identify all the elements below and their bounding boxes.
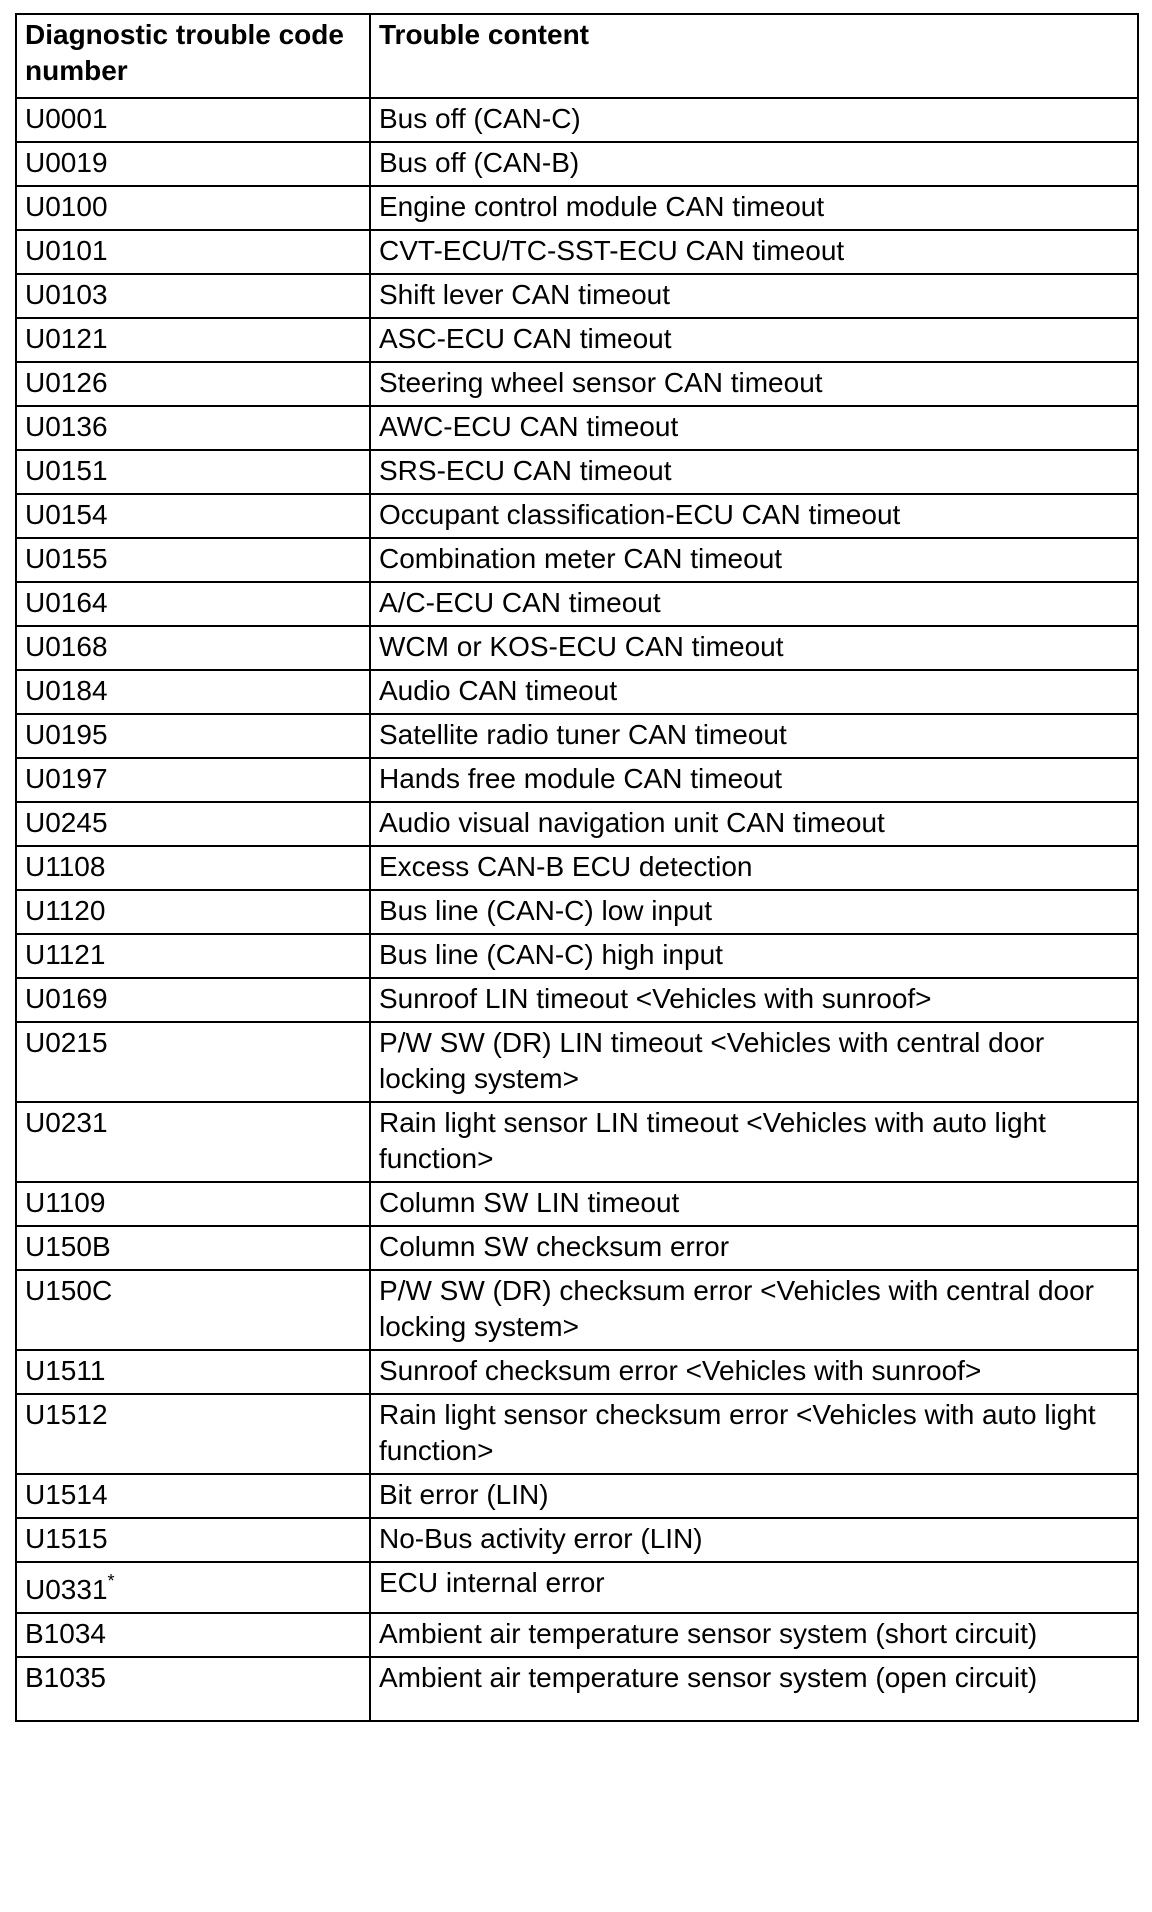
- trouble-content-cell: Audio visual navigation unit CAN timeout: [370, 802, 1138, 846]
- dtc-code: U1514: [25, 1479, 108, 1510]
- dtc-code: U0151: [25, 455, 108, 486]
- dtc-code: U0245: [25, 807, 108, 838]
- trouble-content-cell: Column SW checksum error: [370, 1226, 1138, 1270]
- dtc-code-cell: [16, 1474, 370, 1518]
- header-row: [16, 14, 1138, 98]
- table-row: [16, 1102, 1138, 1182]
- dtc-code: U0154: [25, 499, 108, 530]
- table-row: [16, 802, 1138, 846]
- dtc-code: U0169: [25, 983, 108, 1014]
- dtc-code-cell: [16, 494, 370, 538]
- table-row: [16, 846, 1138, 890]
- dtc-code-cell: [16, 758, 370, 802]
- trouble-content-cell: Bus line (CAN-C) high input: [370, 934, 1138, 978]
- table-row: [16, 1562, 1138, 1613]
- trouble-content-cell: Ambient air temperature sensor system (open circuit): [370, 1657, 1138, 1721]
- dtc-code-cell: [16, 1562, 370, 1613]
- dtc-code-cell: [16, 230, 370, 274]
- dtc-code-cell: [16, 98, 370, 142]
- dtc-code-cell: [16, 714, 370, 758]
- dtc-table: [15, 13, 1139, 1722]
- table-row: [16, 978, 1138, 1022]
- dtc-code-cell: [16, 670, 370, 714]
- dtc-code: U0136: [25, 411, 108, 442]
- dtc-code-cell: [16, 934, 370, 978]
- dtc-code: U0001: [25, 103, 108, 134]
- table-row: [16, 934, 1138, 978]
- dtc-code: U0164: [25, 587, 108, 618]
- table-row: [16, 142, 1138, 186]
- dtc-code-cell: [16, 1102, 370, 1182]
- table-row: [16, 494, 1138, 538]
- dtc-code-cell: [16, 186, 370, 230]
- trouble-content-cell: Bit error (LIN): [370, 1474, 1138, 1518]
- dtc-code: U0101: [25, 235, 108, 266]
- dtc-code-cell: [16, 846, 370, 890]
- table-row: [16, 714, 1138, 758]
- dtc-code: U150B: [25, 1231, 111, 1262]
- dtc-code: U0331: [25, 1574, 108, 1605]
- dtc-code: U0215: [25, 1027, 108, 1058]
- table-row: [16, 1226, 1138, 1270]
- dtc-code-cell: [16, 978, 370, 1022]
- dtc-code: U0168: [25, 631, 108, 662]
- dtc-code: B1035: [25, 1662, 106, 1693]
- trouble-content-cell: Occupant classification-ECU CAN timeout: [370, 494, 1138, 538]
- dtc-code: U1120: [25, 895, 106, 926]
- dtc-code-cell: [16, 890, 370, 934]
- dtc-code-cell: [16, 1182, 370, 1226]
- table-row: [16, 1518, 1138, 1562]
- trouble-content-cell: Shift lever CAN timeout: [370, 274, 1138, 318]
- trouble-content-cell: Engine control module CAN timeout: [370, 186, 1138, 230]
- table-row: [16, 1657, 1138, 1721]
- trouble-content-cell: ECU internal error: [370, 1562, 1138, 1613]
- trouble-content-cell: SRS-ECU CAN timeout: [370, 450, 1138, 494]
- trouble-content-cell: Bus off (CAN-C): [370, 98, 1138, 142]
- dtc-code: U1109: [25, 1187, 106, 1218]
- header-content: Trouble content: [370, 14, 1138, 98]
- table-row: [16, 1350, 1138, 1394]
- trouble-content-cell: Sunroof LIN timeout <Vehicles with sunroof>: [370, 978, 1138, 1022]
- table-row: [16, 186, 1138, 230]
- dtc-code-cell: [16, 1518, 370, 1562]
- trouble-content-cell: Bus off (CAN-B): [370, 142, 1138, 186]
- table-row: [16, 406, 1138, 450]
- dtc-code: U0231: [25, 1107, 108, 1138]
- dtc-code-cell: [16, 1270, 370, 1350]
- trouble-content-cell: Rain light sensor LIN timeout <Vehicles with auto light function>: [370, 1102, 1138, 1182]
- dtc-code-cell: [16, 1657, 370, 1721]
- dtc-code-cell: [16, 1226, 370, 1270]
- trouble-content-cell: P/W SW (DR) LIN timeout <Vehicles with central door locking system>: [370, 1022, 1138, 1102]
- trouble-content-cell: Ambient air temperature sensor system (short circuit): [370, 1613, 1138, 1657]
- trouble-content-cell: No-Bus activity error (LIN): [370, 1518, 1138, 1562]
- trouble-content-cell: Hands free module CAN timeout: [370, 758, 1138, 802]
- table-row: [16, 1394, 1138, 1474]
- trouble-content-cell: CVT-ECU/TC-SST-ECU CAN timeout: [370, 230, 1138, 274]
- dtc-code: U0121: [25, 323, 108, 354]
- table-row: [16, 626, 1138, 670]
- dtc-code-cell: [16, 362, 370, 406]
- dtc-code-cell: [16, 1022, 370, 1102]
- dtc-code: U150C: [25, 1275, 113, 1306]
- dtc-code: U0197: [25, 763, 108, 794]
- dtc-code: U0126: [25, 367, 108, 398]
- dtc-code: U1108: [25, 851, 106, 882]
- table-row: [16, 582, 1138, 626]
- table-row: [16, 318, 1138, 362]
- trouble-content-cell: Combination meter CAN timeout: [370, 538, 1138, 582]
- dtc-code: U0184: [25, 675, 108, 706]
- trouble-content-cell: Audio CAN timeout: [370, 670, 1138, 714]
- table-row: [16, 230, 1138, 274]
- trouble-content-cell: WCM or KOS-ECU CAN timeout: [370, 626, 1138, 670]
- trouble-content-cell: P/W SW (DR) checksum error <Vehicles with central door locking system>: [370, 1270, 1138, 1350]
- table-row: [16, 1270, 1138, 1350]
- table-row: [16, 98, 1138, 142]
- dtc-code: U1515: [25, 1523, 108, 1554]
- dtc-code-cell: [16, 1613, 370, 1657]
- dtc-code: U0019: [25, 147, 108, 178]
- dtc-code: U0103: [25, 279, 108, 310]
- dtc-code-cell: [16, 318, 370, 362]
- dtc-code-cell: [16, 142, 370, 186]
- dtc-code-cell: [16, 450, 370, 494]
- table-row: [16, 890, 1138, 934]
- table-row: [16, 758, 1138, 802]
- table-row: [16, 538, 1138, 582]
- footnote-mark: *: [107, 1571, 115, 1591]
- dtc-code-cell: [16, 538, 370, 582]
- trouble-content-cell: A/C-ECU CAN timeout: [370, 582, 1138, 626]
- trouble-content-cell: Steering wheel sensor CAN timeout: [370, 362, 1138, 406]
- table-row: [16, 274, 1138, 318]
- dtc-code: U0100: [25, 191, 108, 222]
- table-body: [16, 98, 1138, 1721]
- trouble-content-cell: Sunroof checksum error <Vehicles with sunroof>: [370, 1350, 1138, 1394]
- table-row: [16, 450, 1138, 494]
- dtc-code-cell: [16, 274, 370, 318]
- trouble-content-cell: Column SW LIN timeout: [370, 1182, 1138, 1226]
- dtc-code-cell: [16, 582, 370, 626]
- dtc-code: B1034: [25, 1618, 106, 1649]
- dtc-code: U0155: [25, 543, 108, 574]
- table-row: [16, 1474, 1138, 1518]
- header-code: Diagnostic trouble code number: [16, 14, 370, 98]
- dtc-code-cell: [16, 626, 370, 670]
- trouble-content-cell: Rain light sensor checksum error <Vehicles with auto light function>: [370, 1394, 1138, 1474]
- dtc-code-cell: [16, 406, 370, 450]
- trouble-content-cell: ASC-ECU CAN timeout: [370, 318, 1138, 362]
- trouble-content-cell: Bus line (CAN-C) low input: [370, 890, 1138, 934]
- dtc-code: U1121: [25, 939, 106, 970]
- table-row: [16, 670, 1138, 714]
- trouble-content-cell: Excess CAN-B ECU detection: [370, 846, 1138, 890]
- dtc-code-cell: [16, 1394, 370, 1474]
- dtc-code: U1512: [25, 1399, 108, 1430]
- dtc-code: U1511: [25, 1355, 106, 1386]
- trouble-content-cell: Satellite radio tuner CAN timeout: [370, 714, 1138, 758]
- trouble-content-cell: AWC-ECU CAN timeout: [370, 406, 1138, 450]
- dtc-code: U0195: [25, 719, 108, 750]
- table-row: [16, 1182, 1138, 1226]
- table-row: [16, 1613, 1138, 1657]
- dtc-code-cell: [16, 1350, 370, 1394]
- table-row: [16, 1022, 1138, 1102]
- dtc-code-cell: [16, 802, 370, 846]
- table-row: [16, 362, 1138, 406]
